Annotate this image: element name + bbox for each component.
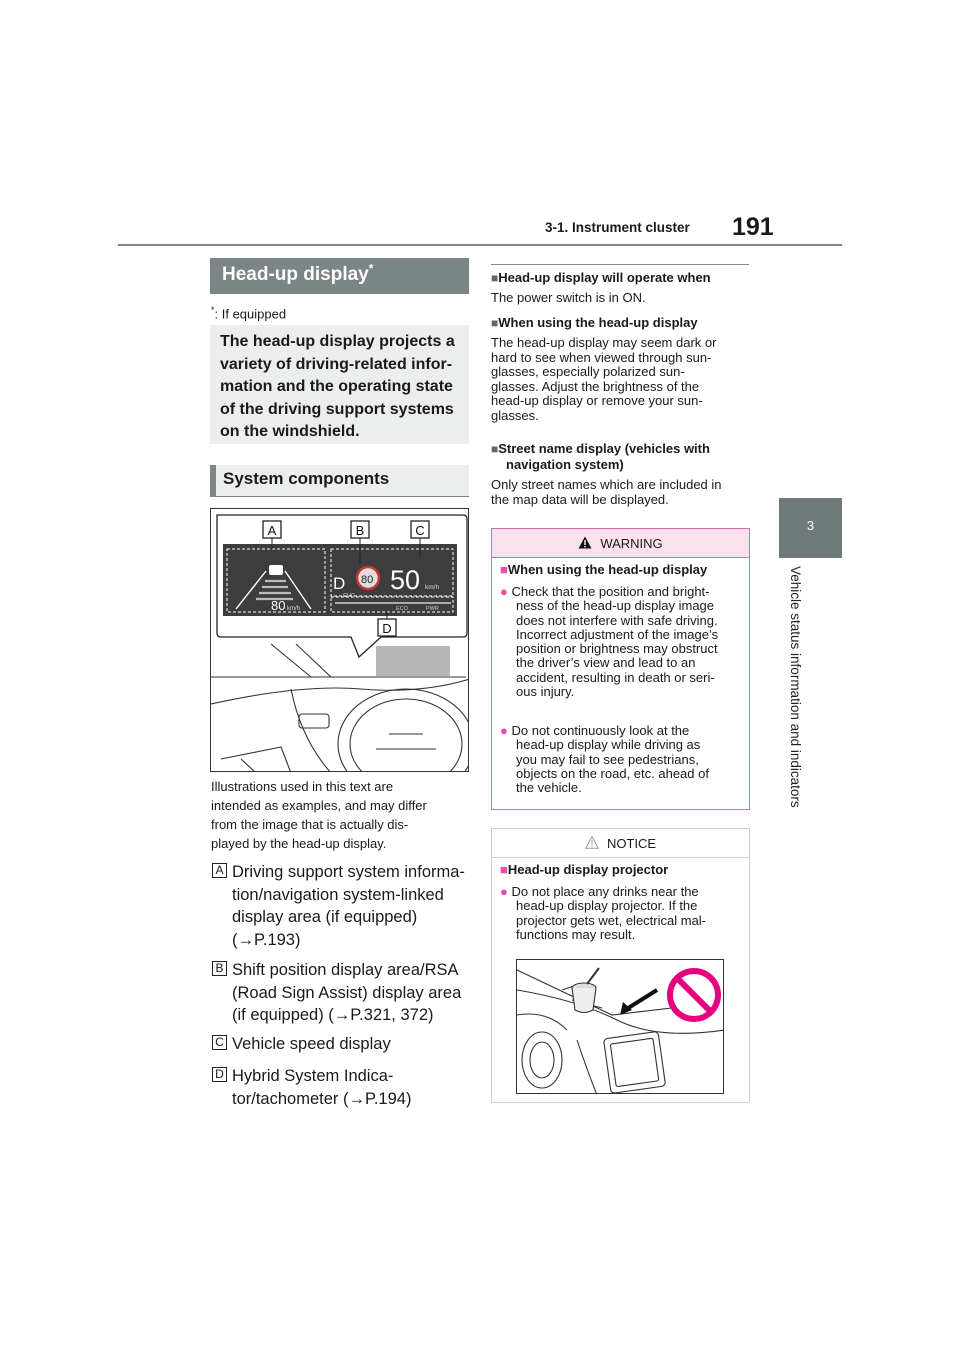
text-line: Incorrect adjustment of the image’s — [516, 626, 719, 642]
notice-box — [491, 828, 750, 1103]
warning-triangle-icon — [578, 536, 592, 549]
item-line: (if equipped) (→P.321, 372) — [232, 1006, 434, 1024]
text-line: Do not place any drinks near the — [511, 884, 699, 899]
text-line: the driver’s view and lead to an — [516, 655, 696, 671]
intro-line: mation and the operating state — [220, 378, 453, 395]
street-heading — [491, 441, 749, 472]
item-a-text — [232, 861, 472, 951]
callout-b: B — [355, 523, 365, 538]
square-bullet-icon: ■ — [500, 862, 508, 877]
callout-d: D — [382, 621, 392, 636]
operate-heading-text: Head-up display will operate when — [498, 270, 711, 285]
warning-subheading-text: When using the head-up display — [507, 562, 708, 577]
item-line: (Road Sign Assist) display area — [232, 983, 462, 1002]
intro-line: The head-up display projects a — [220, 333, 455, 350]
chapter-title: Vehicle status information and indicators — [788, 566, 803, 808]
warning-title: WARNING — [600, 536, 663, 551]
meter-label-pwr: PWR — [426, 606, 439, 612]
notice-bullet-1 — [500, 885, 742, 942]
item-label-d: D — [212, 1067, 227, 1082]
item-line: Driving support system informa- — [232, 863, 465, 881]
illustration-caption — [211, 777, 471, 853]
text-line: hard to see when viewed through sun- — [491, 349, 712, 365]
notice-subheading-text: Head-up display projector — [507, 862, 669, 877]
text-line: Do not continuously look at the — [511, 723, 690, 738]
text-line: head-up display or remove your sun- — [491, 393, 703, 408]
using-heading-text: When using the head-up display — [498, 315, 698, 330]
projector-illustration-svg — [517, 960, 724, 1094]
projector-illustration — [516, 959, 724, 1094]
callout-a: A — [267, 523, 277, 538]
text-line: glasses, especially polarized sun- — [491, 364, 685, 379]
header-rule — [118, 244, 842, 246]
notice-header — [492, 829, 749, 858]
item-line: Vehicle speed display — [232, 1035, 391, 1053]
operate-heading — [491, 270, 749, 286]
warning-header — [492, 529, 749, 558]
right-top-rule — [491, 264, 749, 265]
warning-box — [491, 528, 750, 810]
operate-text: The power switch is in ON. — [491, 290, 646, 305]
caution-triangle-icon — [585, 836, 599, 849]
page-number: 191 — [732, 213, 774, 241]
street-heading-line: Street name display (vehicles with — [498, 441, 710, 456]
section-title: 3-1. Instrument cluster — [545, 220, 690, 235]
chapter-tab: 3 — [779, 498, 842, 558]
item-label-b: B — [212, 961, 227, 976]
item-d-text — [232, 1065, 472, 1110]
text-line: head-up display projector. If the — [516, 898, 698, 914]
callout-c: C — [415, 523, 425, 538]
footnote-text: : If equipped — [214, 306, 287, 322]
item-line: Shift position display area/RSA — [232, 961, 459, 979]
meter-label-eco: ECO — [396, 606, 408, 612]
item-line: tor/tachometer (→P.194) — [232, 1089, 412, 1108]
item-line: (→P.193) — [232, 930, 301, 949]
text-line: you may fail to see pedestrians, — [516, 751, 699, 767]
vehicle-speed: 50 — [390, 565, 421, 595]
text-line: accident, resulting in death or seri- — [516, 669, 715, 685]
square-bullet-icon: ■ — [500, 562, 508, 577]
square-bullet-icon: ■ — [491, 271, 499, 285]
warning-subheading — [500, 563, 742, 577]
using-heading — [491, 315, 749, 331]
item-label-c: C — [212, 1035, 227, 1050]
text-line: ous injury. — [516, 684, 575, 700]
warning-bullet-1 — [500, 585, 742, 699]
text-line: glasses. Adjust the brightness of the — [491, 378, 700, 394]
footnote-mark: * — [211, 305, 215, 315]
intro-line: on the windshield. — [220, 423, 360, 440]
text-line: The head-up display may seem dark or — [491, 335, 717, 350]
item-line: Hybrid System Indica- — [232, 1067, 394, 1085]
text-line: position or brightness may obstruct — [516, 641, 718, 657]
text-line: glasses. — [491, 407, 539, 423]
caption-line: from the image that is actually dis- — [211, 817, 409, 832]
text-line: objects on the road, etc. ahead of — [516, 765, 709, 781]
caption-line: Illustrations used in this text are — [211, 779, 394, 794]
projection-area — [376, 646, 450, 676]
text-line: the vehicle. — [516, 780, 582, 796]
item-b-text — [232, 959, 472, 1027]
sign-speed: 80 — [361, 574, 374, 586]
intro-line: variety of driving-related infor- — [220, 355, 453, 373]
square-bullet-icon: ■ — [491, 442, 499, 456]
components-heading: System components — [210, 465, 469, 496]
set-speed-unit: km/h — [287, 606, 301, 612]
heading-footnote-mark: * — [368, 261, 374, 276]
round-bullet-icon: ● — [500, 884, 508, 899]
components-rule — [210, 496, 469, 497]
square-bullet-icon: ■ — [491, 316, 499, 330]
intro-line: of the driving support systems — [220, 400, 454, 418]
street-heading-line: navigation system) — [506, 457, 624, 472]
text-line: Only street names which are included in — [491, 477, 722, 492]
using-text — [491, 336, 749, 423]
meter-label-chg: CHG — [343, 593, 356, 599]
warning-bullet-2 — [500, 724, 742, 795]
text-line: head-up display while driving as — [516, 737, 701, 753]
item-c-text — [232, 1033, 472, 1056]
section-heading-text: Head-up display — [222, 264, 369, 285]
item-line: display area (if equipped) — [232, 908, 418, 926]
text-line: projector gets wet, electrical mal- — [516, 912, 707, 928]
gear-indicator: D — [333, 574, 346, 593]
street-text — [491, 478, 749, 507]
intro-box — [210, 325, 469, 444]
text-line: does not interfere with safe driving. — [516, 612, 718, 628]
footnote — [211, 305, 286, 321]
section-heading — [210, 258, 469, 294]
speed-unit: km/h — [425, 584, 440, 591]
hud-illustration — [210, 508, 469, 772]
round-bullet-icon: ● — [500, 723, 508, 738]
text-line: the map data will be displayed. — [491, 491, 669, 507]
item-line: tion/navigation system-linked — [232, 885, 444, 904]
set-speed: 80 — [271, 598, 286, 613]
round-bullet-icon: ● — [500, 584, 508, 599]
item-label-a: A — [212, 863, 227, 878]
notice-title: NOTICE — [606, 836, 657, 851]
caption-line: played by the head-up display. — [211, 836, 387, 851]
text-line: functions may result. — [516, 926, 636, 942]
text-line: Check that the position and bright- — [511, 584, 710, 599]
caption-line: intended as examples, and may differ — [211, 798, 427, 813]
text-line: ness of the head-up display image — [516, 598, 715, 614]
hud-illustration-svg — [211, 509, 469, 772]
notice-subheading — [500, 863, 742, 877]
